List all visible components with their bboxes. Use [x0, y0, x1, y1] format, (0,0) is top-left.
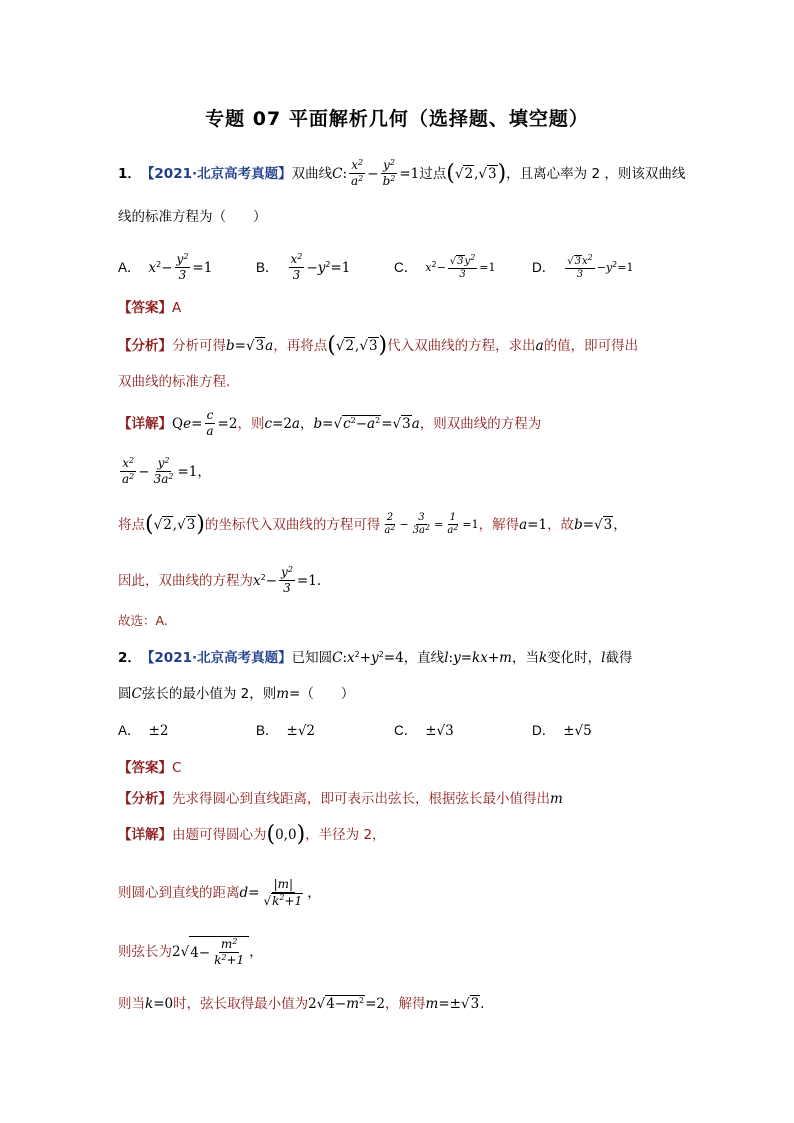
q1-choose: 故选：A.	[118, 613, 168, 628]
fraction: $\frac{x^2}{a^2}$	[351, 158, 364, 188]
q1-stem-text: ，且离心率为 2 ，则该双曲线	[506, 165, 686, 182]
q1-option-a: A． x $^2$ − $\frac{y^2}{3}$ =1	[118, 252, 213, 282]
q1-number: 1．	[118, 165, 141, 182]
page-title: 专题 07 平面解析几何（选择题、填空题）	[205, 108, 589, 130]
q2-stem-line2: 圆 C 弦长的最小值为 2，则 m = （ ）	[118, 686, 355, 702]
q1-option-d: D． $\frac{√3x^2}{3}$ − y $^2$ =1	[532, 252, 634, 280]
q1-stem-text: 双曲线	[291, 165, 333, 182]
q1-option-c: C． x $^2$ − $\frac{√3y^2}{3}$ =1	[394, 252, 496, 280]
q1-answer: 【答案】 A	[118, 300, 182, 316]
q2-detail-line1: 【详解】 由题可得圆心为 ( 0,0 ) ，半径为 2，	[118, 822, 386, 847]
q1-stem-line1: 1． 【2021·北京高考真题】 双曲线 C : $\frac{x^2}{a^2}$ − $\frac{y^2}{b^2}$ =1 过点 ( √2,√3 ) ，且离心率为 2 ，则该双曲线	[118, 158, 686, 188]
q2-option-a: A． ±2	[118, 723, 169, 739]
q1-detail-substitute: 将点 ( √2,√3 ) 的坐标代入双曲线的方程可得 $\frac{2}{a^2}$ − $\frac{3}{3a^2}$ = $\frac{1}{a^2}$ =1 ，解得 a =1 ，故 b =√3 ，	[118, 511, 627, 537]
q1-analysis-line1: 【分析】 分析可得 b =√3 a ，再将点 ( √2,√3 ) 代入双曲线的方程，求出 a 的值，即可得出	[118, 333, 639, 358]
q1-detail-line1: 【详解】 Q e = $\frac{c}{a}$ =2 ，则 c =2 a ， b $=√c^2-a^2=√3$ a ，则双曲线的方程为	[118, 408, 542, 438]
q2-options	[118, 720, 734, 742]
fraction: $\frac{y^2}{b^2}$	[382, 158, 396, 188]
q1-stem-text: 过点	[419, 165, 447, 182]
q2-answer: 【答案】 C	[118, 760, 182, 776]
q2-source: 【2021·北京高考真题】	[140, 650, 292, 666]
q2-option-b: B． ±√2	[256, 723, 316, 739]
q2-option-d: D． ±√5	[532, 723, 592, 739]
q1-analysis-line2: 双曲线的标准方程.	[118, 374, 231, 390]
q1-source: 【2021·北京高考真题】	[140, 165, 292, 182]
q1-options	[118, 252, 734, 283]
q1-stem-line2: 线的标准方程为（ ）	[118, 209, 267, 225]
q2-distance: 则圆心到直线的距离 d = $\frac{|m|}{√k^2+1}$ ，	[118, 877, 321, 908]
q1-conclusion: 因此，双曲线的方程为 x $^2$ − $\frac{y^2}{3}$ =1.	[118, 565, 322, 595]
q2-analysis: 【分析】 先求得圆心到直线距离，即可表示出弦长，根据弦长最小值得出 m	[118, 791, 563, 807]
q1-option-b: B． $\frac{x^2}{3}$ − y $^2$ =1	[256, 252, 351, 282]
math: C	[332, 165, 343, 182]
q2-chord: 则弦长为 2√ 4− $\frac{m^2}{k^2+1}$ ，	[118, 937, 263, 967]
q1-detail-equation: $\frac{x^2}{a^2}$ − $\frac{y^2}{3a^2}$ =1 ，	[122, 456, 211, 486]
q2-option-c: C． ±√3	[394, 723, 454, 739]
q2-number: 2．	[118, 650, 141, 666]
q2-final: 则当 k =0 时，弦长取得最小值为 $2√4-m^2=2$ ，解得 m =±√3.	[118, 996, 485, 1012]
q2-stem-line1: 2． 【2021·北京高考真题】 已知圆 C : x $^2$ + y $^2$ =4 ，直线 l : y = kx + m ，当 k 变化时， l 截得	[118, 647, 734, 669]
